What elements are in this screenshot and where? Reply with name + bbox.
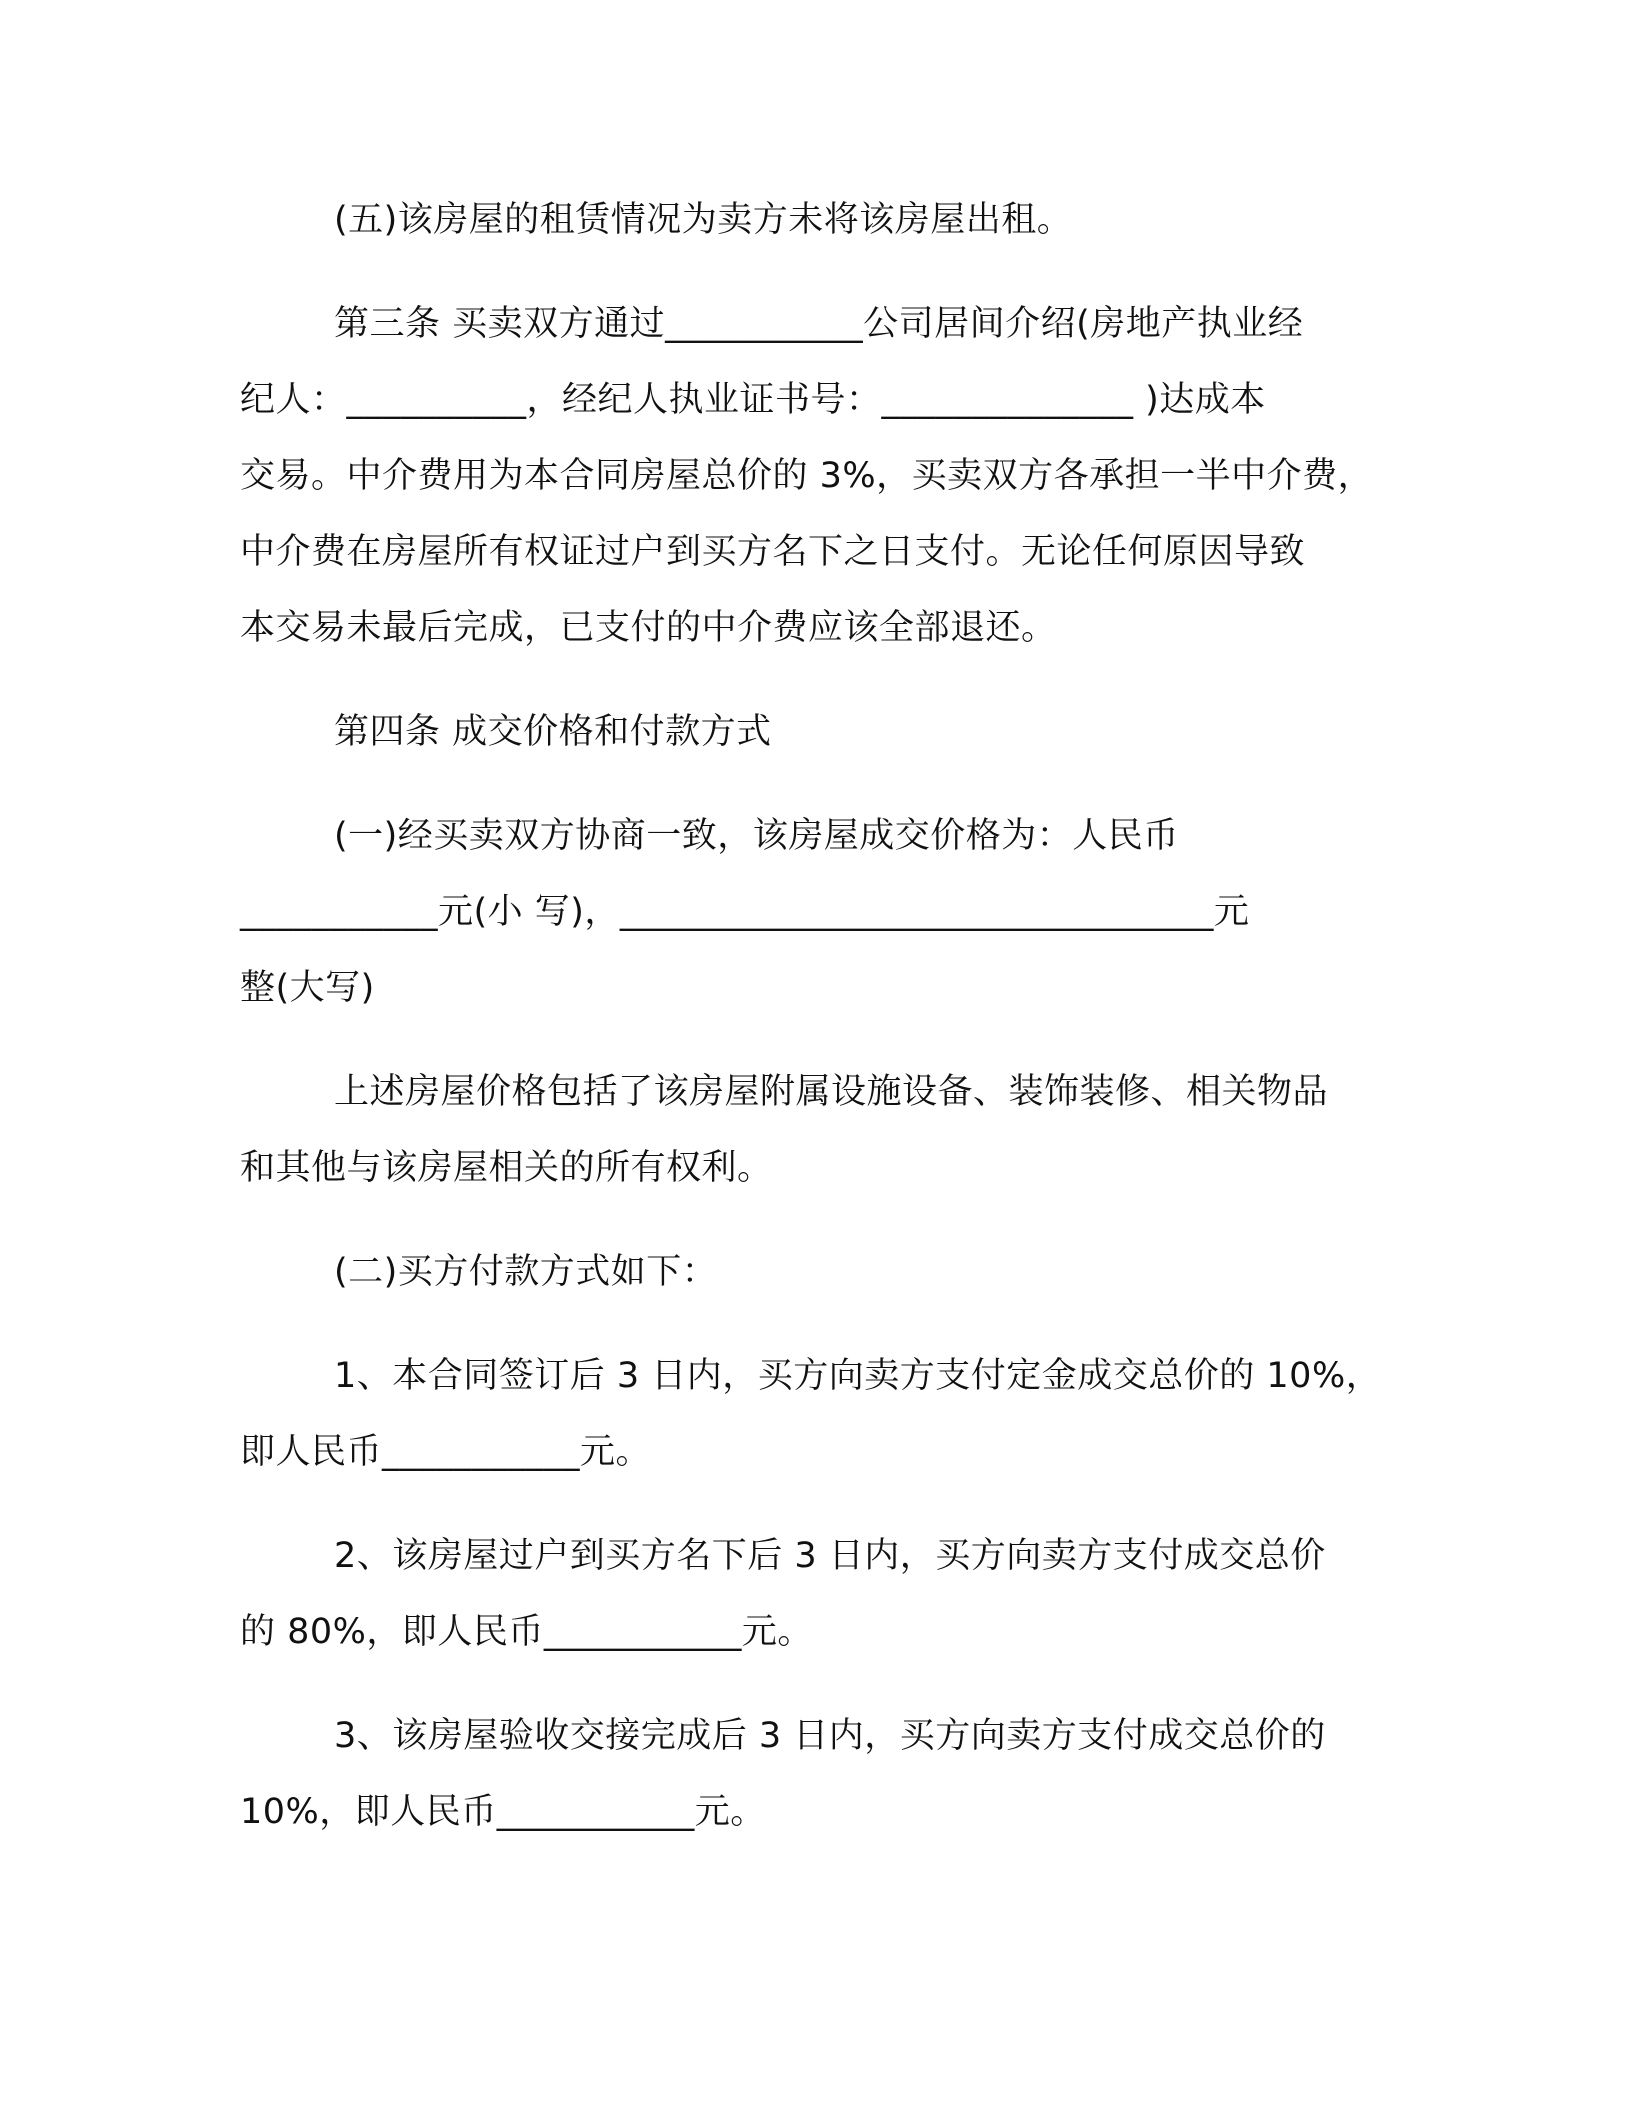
price-clause-line-1: (一)经买卖双方协商一致，该房屋成交价格为：人民币 bbox=[334, 816, 1179, 856]
price-includes-line-1: 上述房屋价格包括了该房屋附属设施设备、装饰装修、相关物品 bbox=[334, 1072, 1329, 1112]
price-clause-line-3: 整(大写) bbox=[240, 968, 375, 1008]
lease-status-line: (五)该房屋的租赁情况为卖方未将该房屋出租。 bbox=[334, 200, 1073, 240]
payment-item-1-line-2: 即人民币___________元。 bbox=[240, 1432, 652, 1472]
article-3-line-5: 本交易未最后完成，已支付的中介费应该全部退还。 bbox=[240, 608, 1057, 648]
article-3-line-1: 第三条 买卖双方通过___________公司居间介绍(房地产执业经 bbox=[334, 304, 1304, 344]
article-3-line-3: 交易。中介费用为本合同房屋总价的 3%，买卖双方各承担一半中介费， bbox=[240, 456, 1374, 496]
article-3-line-2: 纪人：__________，经纪人执业证书号：______________ )达成本 bbox=[240, 380, 1266, 420]
article-3-line-4: 中介费在房屋所有权证过户到买方名下之日支付。无论任何原因导致 bbox=[240, 532, 1306, 572]
article-4-heading: 第四条 成交价格和付款方式 bbox=[334, 712, 772, 752]
price-includes-line-2: 和其他与该房屋相关的所有权利。 bbox=[240, 1148, 773, 1188]
payment-item-2-line-2: 的 80%，即人民币___________元。 bbox=[240, 1612, 813, 1652]
payment-item-2-line-1: 2、该房屋过户到买方名下后 3 日内，买方向卖方支付成交总价 bbox=[334, 1536, 1326, 1576]
payment-method-heading: (二)买方付款方式如下： bbox=[334, 1252, 718, 1292]
payment-item-1-line-1: 1、本合同签订后 3 日内，买方向卖方支付定金成交总价的 10%， bbox=[334, 1356, 1382, 1396]
price-clause-line-2: ___________元(小 写)，_________________________________元 bbox=[240, 892, 1250, 932]
payment-item-3-line-2: 10%，即人民币___________元。 bbox=[240, 1792, 766, 1832]
payment-item-3-line-1: 3、该房屋验收交接完成后 3 日内，买方向卖方支付成交总价的 bbox=[334, 1716, 1326, 1756]
